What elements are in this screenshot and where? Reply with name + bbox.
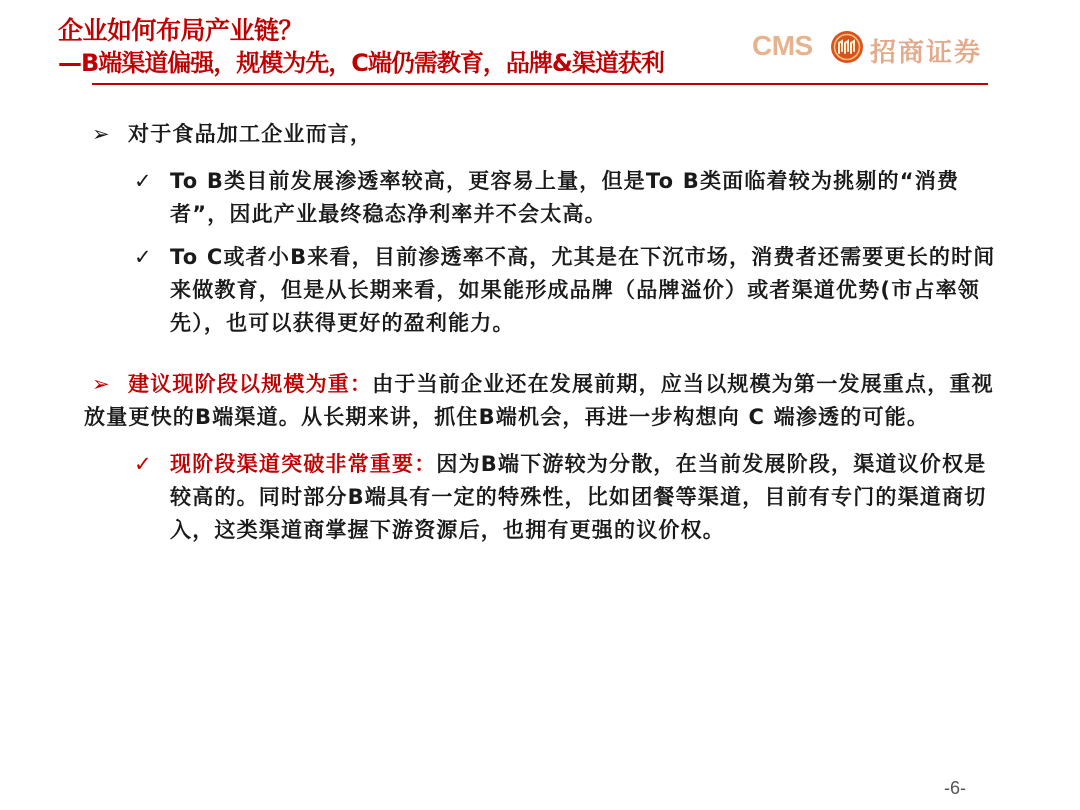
bullet-highlight: 建议现阶段以规模为重： xyxy=(128,372,373,396)
bullet-text: 对于食品加工企业而言， xyxy=(128,122,373,146)
bullet-item xyxy=(84,118,1004,151)
check-text: To B类目前发展渗透率较高，更容易上量，但是To B类面临着较为挑剔的“消费者”，因此产业最终稳态净利率并不会太高。 xyxy=(170,169,960,226)
check-icon: ✓ xyxy=(134,169,153,193)
cms-logo xyxy=(752,28,992,72)
check-highlight: 现阶段渠道突破非常重要： xyxy=(170,452,437,476)
slide-body xyxy=(84,118,1004,547)
check-icon: ✓ xyxy=(134,452,153,476)
arrow-bullet-icon: ➢ xyxy=(92,372,111,396)
check-icon: ✓ xyxy=(134,245,153,269)
bullet-item xyxy=(84,368,1004,434)
logo-cms-text: CMS xyxy=(752,30,813,61)
logo-cn-text: 招商证券 xyxy=(870,38,983,68)
title-underline xyxy=(92,83,988,85)
page-number: -6- xyxy=(944,778,966,798)
arrow-bullet-icon: ➢ xyxy=(92,122,111,146)
title-line-2: —B端渠道偏强，规模为先，C端仍需教育，品牌&渠道获利 xyxy=(58,49,664,77)
title-line-1: 企业如何布局产业链？ xyxy=(58,16,304,45)
check-item xyxy=(84,165,1004,231)
check-item xyxy=(84,241,1004,340)
check-item xyxy=(84,448,1004,547)
bullet-text: 由于当前企业还在发展前期，应当以规模为第一发展重点，重视放量更快的B端渠道。从长期来讲，抓住B端机会，再进一步构想向 C 端渗透的可能。 xyxy=(84,372,994,429)
check-text: 因为B端下游较为分散，在当前发展阶段，渠道议价权是较高的。同时部分B端具有一定的特殊性，比如团餐等渠道，目前有专门的渠道商切入，这类渠道商掌握下游资源后，也拥有更强的议价权。 xyxy=(170,452,987,542)
check-text: To C或者小B来看，目前渗透率不高，尤其是在下沉市场，消费者还需要更长的时间来做教育，但是从长期来看，如果能形成品牌（品牌溢价）或者渠道优势(市占率领先），也可以获得更好的盈利能力。 xyxy=(170,245,996,335)
slide-title xyxy=(58,14,838,80)
cms-logo-icon xyxy=(830,30,864,64)
